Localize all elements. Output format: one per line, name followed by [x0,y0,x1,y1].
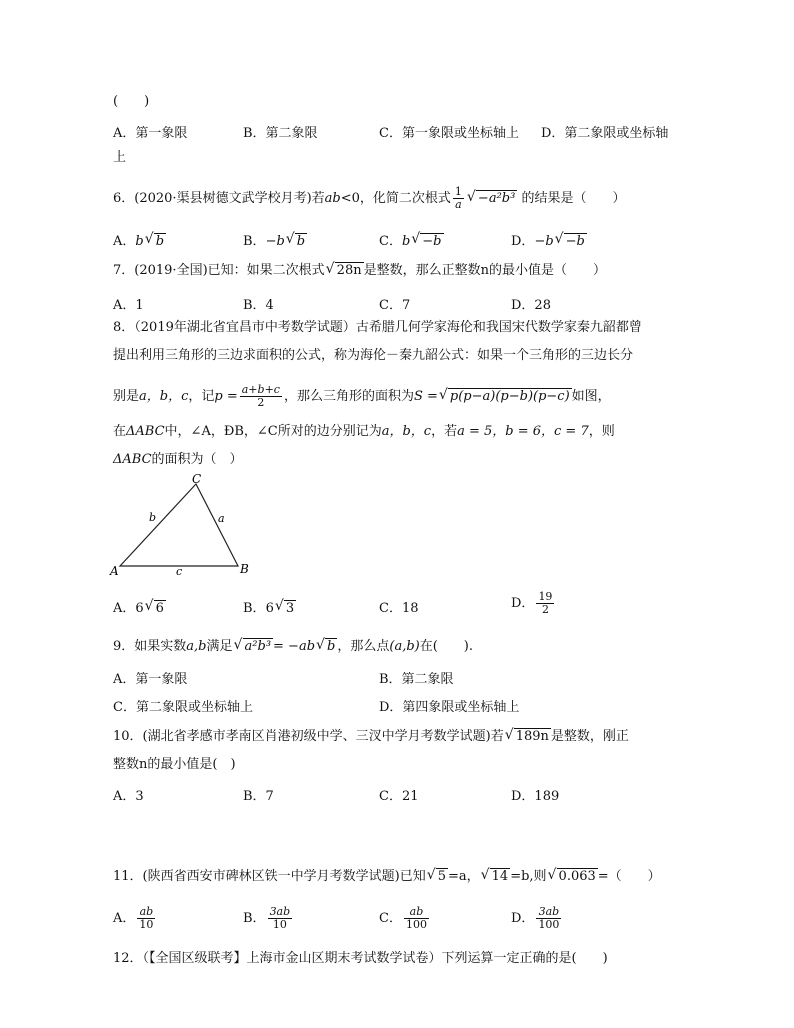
side-c-label: c [176,565,183,578]
q8-option-d[interactable] [511,591,556,616]
q8-option-c[interactable]: C．18 [379,601,419,616]
q6-b-coef: −b [265,234,285,249]
q6-d-label: D． [511,234,535,249]
q8-option-b[interactable] [243,597,296,616]
q7-stem [113,262,606,280]
q9-rhs-rad: b [327,639,336,654]
q12-stem: 12．（【全国区级联考】上海市金山区期末考试数学试卷）下列运算一定正确的是( ) [113,951,608,966]
q11-option-a[interactable] [113,906,157,931]
q6-b-rad: b [296,234,306,249]
q8-frac-den: 2 [257,396,265,409]
q9-option-b[interactable]: B．第二象限 [379,672,454,687]
q10-option-d[interactable]: D．189 [511,789,560,804]
q8-text: 别是 [113,389,140,404]
q8-given: a = 5，b = 6，c = 7 [457,424,589,439]
q8-text-e: 在 [113,424,127,439]
q11-d-label: D． [511,911,535,926]
q8-line-2: 提出利用三角形的三边求面积的公式，称为海伦－秦九韶公式：如果一个三角形的三边长分 [113,348,634,363]
q11-c-label: C． [379,911,402,926]
q7-option-a[interactable]: A．1 [113,298,144,313]
q10-text-b: 是整数，刚正 [550,729,629,744]
q11-c-num: ab [404,906,429,919]
q11-rad-1: 5 [437,869,446,884]
q6-radicand: −a²b³ [477,191,516,206]
q11-a-label: A． [113,911,136,926]
q8-b-label: B． [243,601,266,616]
q9-stem [113,638,473,656]
q8-line-1: 8．（2019年湖北省宜昌市中考数学试题）古希腊几何学家海伦和我国宋代数学家秦九韶都曾 [113,320,642,335]
q8-line-5 [113,451,243,469]
q11-text-b: =a， [447,869,480,884]
q11-text-c: =b,则 [510,869,547,884]
q8-text-d: 如图， [571,389,611,404]
q8-d-num: 19 [538,590,553,603]
q10-option-a[interactable]: A．3 [113,789,144,804]
q8-text-g: ，若 [431,424,458,439]
q7-text-end: 是整数，那么正整数n的最小值是（ ） [363,263,606,278]
q6-sqrt [467,190,517,208]
q7-option-d[interactable]: D．28 [511,298,551,313]
q6-text-end: 的结果是（ ） [517,191,626,206]
vertex-c-label: C [192,474,202,486]
q9-point: (a,b) [389,639,420,654]
q11-option-b[interactable] [243,906,294,931]
q11-b-label: B． [243,911,266,926]
q6-option-a[interactable] [113,230,166,249]
q8-sqrt [439,388,572,406]
q6-stem [113,186,625,211]
q10-option-c[interactable]: C．21 [379,789,419,804]
q11-stem [113,868,661,886]
q9-text-b: 满足 [206,639,233,654]
q8-line-3 [113,384,611,409]
q6-a-rad: b [155,234,165,249]
q11-a-den: 10 [139,918,154,931]
q9-number: 9． [113,639,135,654]
q6-a-coef: b [135,234,144,249]
q8-option-a[interactable] [113,597,166,616]
q8-vars: a，b，c [139,389,189,404]
q5-option-b[interactable]: B．第二象限 [243,126,318,141]
q10-stem [113,728,629,746]
q11-b-num: 3ab [269,905,291,918]
q8-text-c: ，那么三角形的面积为 [283,389,414,404]
q7-option-c[interactable]: C．7 [379,298,411,313]
q5-option-d[interactable]: D．第二象限或坐标轴 [541,126,669,141]
q8-p-eq: p = [214,389,238,404]
q8-b-coef: 6 [265,601,274,616]
q7-number: 7． [113,263,135,278]
q6-d-coef: −b [534,234,554,249]
q6-source: (2020·渠县树德文武学校月考) [134,191,312,206]
q8-text-i: 的面积为（ ） [151,452,243,467]
q10-radicand: 189n [515,729,549,744]
q7-option-b[interactable]: B．4 [243,298,274,313]
q5-option-d-wrap: 上 [113,150,127,165]
q7-text: 已知：如果二次根式 [207,263,325,278]
q8-vars-2: a，b，c [381,424,432,439]
q11-c-den: 100 [405,918,427,931]
q11-number: 11． [113,869,143,884]
q7-source: (2019·全国) [134,263,208,278]
q8-d-label: D． [511,596,535,611]
q6-frac-num: 1 [454,185,462,198]
q6-b-label: B． [243,234,266,249]
q11-a-num: ab [137,906,155,919]
q9-option-d[interactable]: D．第四象限或坐标轴上 [379,700,520,715]
q8-d-den: 2 [541,603,549,616]
q6-option-c[interactable] [379,230,444,249]
q8-triangle-name-2: ΔABC [113,452,152,467]
q9-text-d: 在( ). [419,639,474,654]
q8-a-rad: 6 [155,601,164,616]
q8-text-b: ，记 [188,389,215,404]
q6-condition: ab [324,191,341,206]
side-b-label: b [149,511,157,524]
triangle-shape [120,484,238,566]
q6-number: 6． [113,191,135,206]
q8-frac-num: a+b+c [241,383,280,396]
q5-option-c[interactable]: C．第一象限或坐标轴上 [379,126,519,141]
q11-b-den: 10 [272,918,287,931]
q8-radicand: p(p−a)(p−b)(p−c) [449,389,570,404]
q11-d-den: 100 [538,918,560,931]
q9-vars: a,b [186,639,207,654]
q6-c-rad: −b [422,234,442,249]
q8-s-eq: S = [413,389,438,404]
q8-p-fraction [240,384,282,409]
q7-sqrt [326,262,364,280]
q10-number: 10． [113,729,143,744]
q11-text-d: =（ ） [597,869,661,884]
vertex-a-label: A [110,564,119,578]
q6-option-d[interactable] [511,230,587,249]
q9-radicand: a²b³ [244,639,272,654]
q9-text-c: ，那么点 [337,639,390,654]
q6-text: 若 [311,191,325,206]
q10-sqrt [505,728,551,746]
q9-text: 如果实数 [134,639,187,654]
q6-d-rad: −b [565,234,585,249]
q6-frac-den: a [455,198,462,211]
q10-line-2: 整数n的最小值是( ) [113,757,236,772]
q11-option-c[interactable] [379,906,431,931]
q9-option-a[interactable]: A．第一象限 [113,672,188,687]
triangle-figure [108,474,268,584]
q6-fraction [453,186,464,211]
q6-c-coef: b [401,234,411,249]
q8-b-rad: 3 [285,601,295,616]
vertex-b-label: B [240,562,249,576]
q6-c-label: C． [379,234,402,249]
q6-condition-rest: <0，化简二次根式 [340,191,451,206]
q6-option-b[interactable] [243,230,307,249]
q8-a-coef: 6 [135,601,144,616]
q8-text-f: 中，∠A，ÐB，∠C所对的边分别记为 [164,424,382,439]
q8-line-4 [113,423,615,441]
q10-option-b[interactable]: B．7 [243,789,274,804]
q10-text: (湖北省孝感市孝南区肖港初级中学、三汊中学月考数学试题)若 [142,729,504,744]
q9-sqrt [234,638,274,656]
q11-rad-3: 0.063 [558,869,596,884]
q5-option-a[interactable]: A．第一象限 [113,126,188,141]
q8-a-label: A． [113,601,136,616]
q8-triangle-name: ΔABC [126,424,165,439]
q11-rad-2: 14 [491,869,509,884]
q11-option-d[interactable] [511,906,563,931]
q5-stem-tail: ( ) [113,94,150,109]
q8-text-h: ，则 [588,424,615,439]
q9-eq: = −ab [273,639,316,654]
q6-a-label: A． [113,234,136,249]
q9-option-c[interactable]: C．第二象限或坐标轴上 [113,700,253,715]
q7-radicand: 28n [336,263,362,278]
q11-text: (陕西省西安市碑林区铁一中学月考数学试题)已知 [142,869,426,884]
side-a-label: a [218,512,225,525]
q11-d-num: 3ab [536,906,561,919]
